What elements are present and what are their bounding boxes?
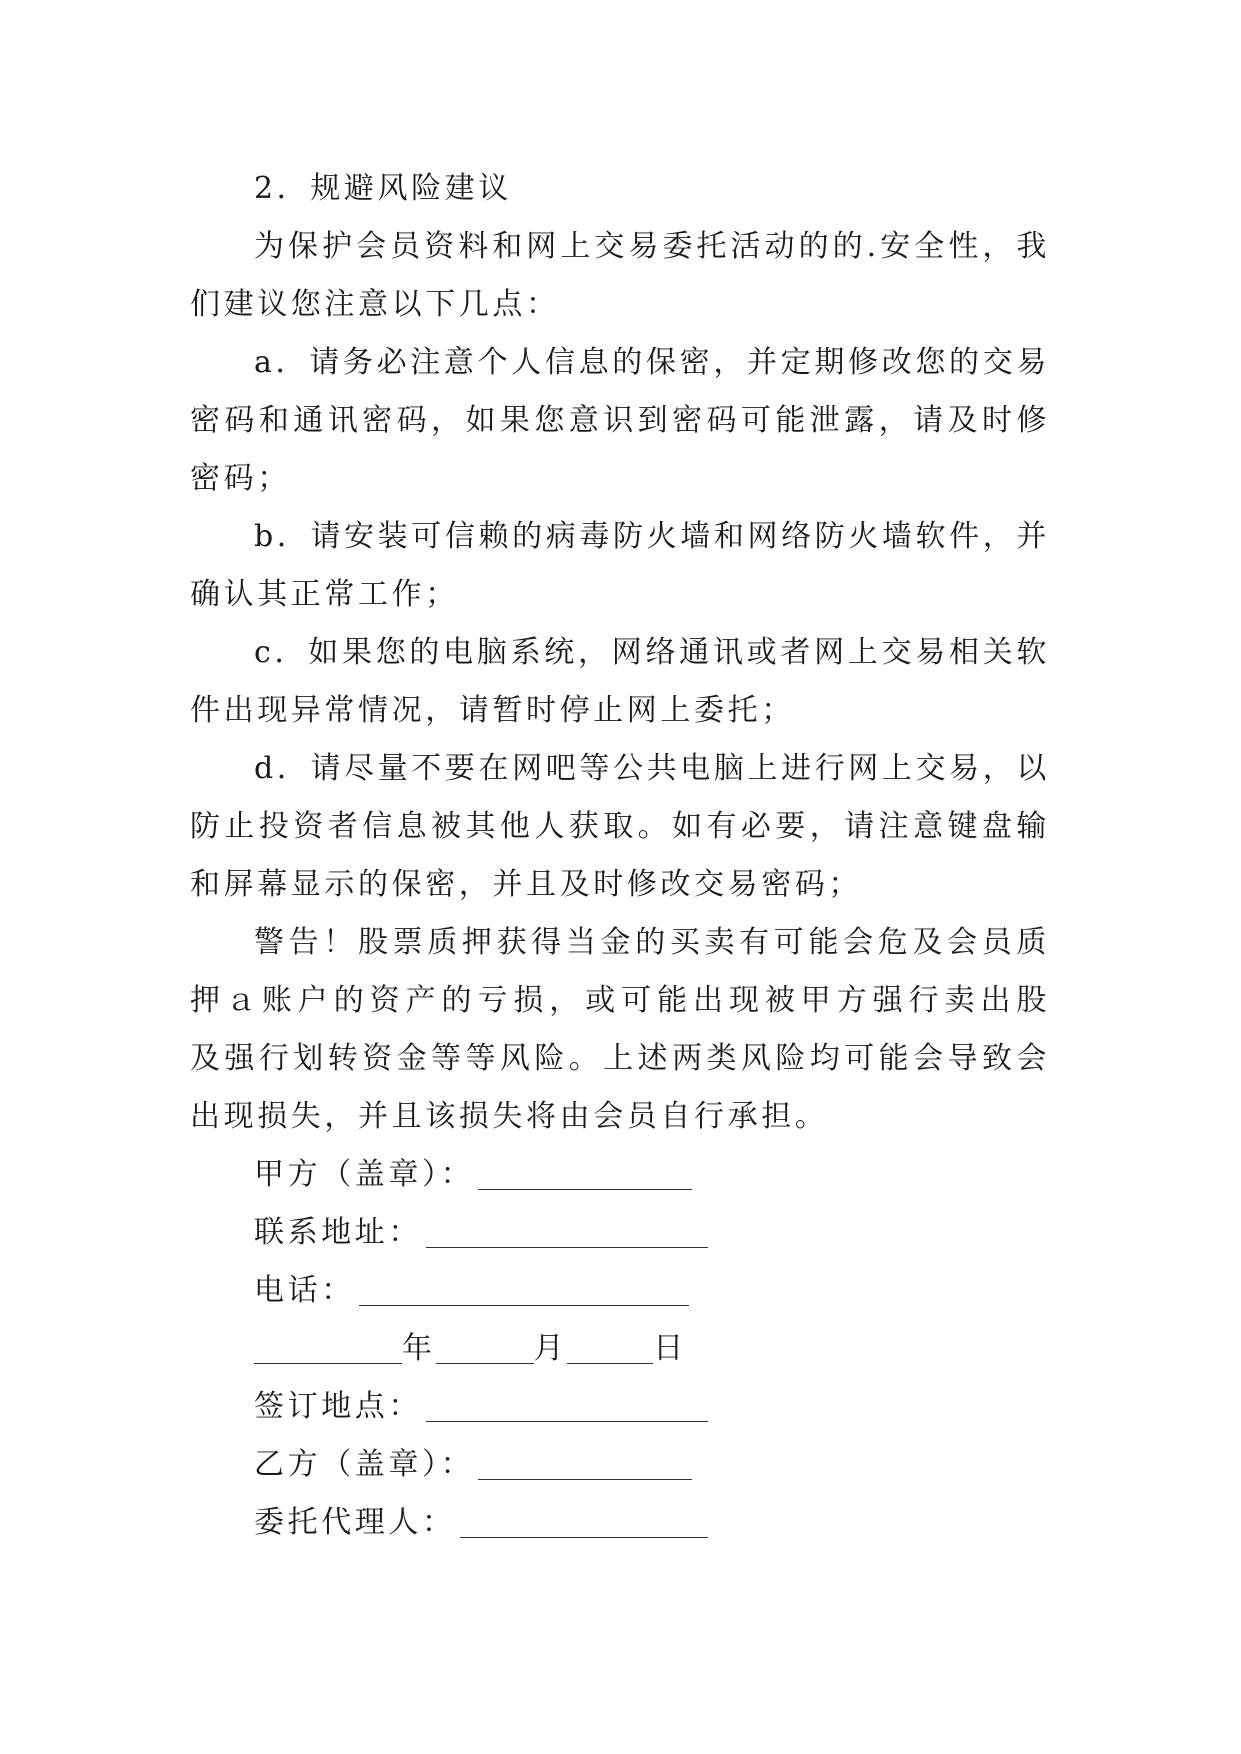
party-a-label: 甲方（盖章）： [254, 1157, 475, 1192]
date-row [190, 1320, 1050, 1378]
warning-line-1: 警告！股票质押获得当金的买卖有可能会危及会员质 [254, 925, 1050, 960]
agent-row [190, 1494, 1050, 1552]
sign-place-label: 签订地点： [254, 1389, 422, 1424]
month-label: 月 [533, 1331, 568, 1366]
phone-label: 电话： [254, 1273, 355, 1308]
month-blank[interactable] [436, 1333, 534, 1364]
intro-paragraph-line-1: 为保护会员资料和网上交易委托活动的的.安全性，我 [254, 229, 1050, 264]
section-heading: 2．规避风险建议 [254, 171, 512, 206]
item-d-line-2: 防止投资者信息被其他人获取。如有必要，请注意键盘输 [190, 809, 1050, 844]
party-a-row [190, 1146, 1050, 1204]
intro-paragraph-line-2: 们建议您注意以下几点： [190, 287, 560, 322]
party-b-blank[interactable] [478, 1449, 692, 1480]
item-b-line-2: 确认其正常工作； [190, 577, 459, 612]
item-b-line-1: b．请安装可信赖的病毒防火墙和网络防火墙软件，并 [254, 519, 1050, 554]
agent-label: 委托代理人： [254, 1505, 456, 1540]
document-body [190, 160, 1050, 1552]
year-blank[interactable] [254, 1333, 402, 1364]
warning-line-3: 及强行划转资金等等风险。上述两类风险均可能会导致会 [190, 1041, 1050, 1076]
day-blank[interactable] [567, 1333, 653, 1364]
warning-line-2: 押ａ账户的资产的亏损，或可能出现被甲方强行卖出股 [190, 983, 1050, 1018]
item-c-line-1: c．如果您的电脑系统，网络通讯或者网上交易相关软 [254, 635, 1050, 670]
item-a-line-1: a．请务必注意个人信息的保密，并定期修改您的交易 [254, 345, 1050, 380]
item-c-line-2: 件出现异常情况，请暂时停止网上委托； [190, 693, 795, 728]
item-d-line-3: 和屏幕显示的保密，并且及时修改交易密码； [190, 867, 862, 902]
agent-blank[interactable] [460, 1507, 708, 1538]
phone-row [190, 1262, 1050, 1320]
party-b-label: 乙方（盖章）： [254, 1447, 475, 1482]
sign-place-row [190, 1378, 1050, 1436]
party-b-row [190, 1436, 1050, 1494]
address-label: 联系地址： [254, 1215, 422, 1250]
year-label: 年 [402, 1331, 436, 1366]
item-d-line-1: d．请尽量不要在网吧等公共电脑上进行网上交易，以 [254, 751, 1050, 786]
party-a-blank[interactable] [478, 1159, 692, 1190]
address-blank[interactable] [426, 1217, 708, 1248]
item-a-line-3: 密码； [190, 461, 291, 496]
sign-place-blank[interactable] [426, 1391, 708, 1422]
day-label: 日 [653, 1331, 687, 1366]
warning-line-4: 出现损失，并且该损失将由会员自行承担。 [190, 1099, 829, 1134]
phone-blank[interactable] [359, 1275, 689, 1306]
item-a-line-2: 密码和通讯密码，如果您意识到密码可能泄露，请及时修 [190, 403, 1050, 438]
address-row [190, 1204, 1050, 1262]
